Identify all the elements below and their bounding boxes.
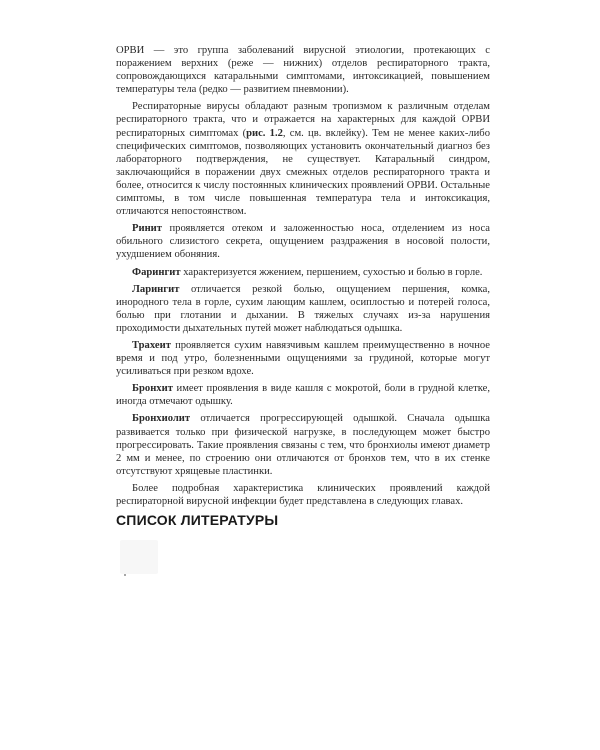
paragraph-tracheitis xyxy=(116,339,490,378)
paragraph-more-details xyxy=(116,482,490,508)
section-heading-references: СПИСОК ЛИТЕРАТУРЫ xyxy=(116,512,279,528)
paragraph-rhinitis xyxy=(116,222,490,261)
paragraph-text: ОРВИ — это группа заболеваний вирусной этиологии, протекающих с поражением верхних (реже — нижних) отделов респираторного тракта, сопровождающихся катаральными симптомами, интоксикацией, повышением температуры тела (редко — развитием пневмонии). xyxy=(116,45,490,96)
paragraph-tropism xyxy=(116,100,490,218)
paragraph-text: имеет проявления в виде кашля с мокротой, боли в грудной клетке, иногда отмечают одышку. xyxy=(116,383,490,408)
term-rhinitis: Ринит xyxy=(132,223,162,235)
paragraph-bronchitis xyxy=(116,382,490,408)
figure-reference: рис. 1.2 xyxy=(246,127,283,139)
paragraph-pharyngitis xyxy=(116,266,490,279)
term-pharyngitis: Фарингит xyxy=(132,266,181,278)
term-tracheitis: Трахеит xyxy=(132,339,171,351)
paragraph-text: отличается резкой болью, ощущением першения, комка, инородного тела в горле, сухим лающим кашлем, осиплостью и потерей голоса, болью при глотании и дыхании. В тяжелых случаях из-за нарушения проходимости дыхательных путей может наблюдаться одышка. xyxy=(116,283,490,334)
term-laryngitis: Ларингит xyxy=(132,283,180,295)
paragraph-text: проявляется отеком и заложенностью носа, отделением из носа обильного слизистого секрета, ощущением раздражения в носовой полости, ухудшением обоняния. xyxy=(116,223,490,261)
paragraph-text: характеризуется жжением, першением, сухостью и болью в горле. xyxy=(180,266,483,278)
body-text xyxy=(116,44,490,512)
term-bronchiolitis: Бронхиолит xyxy=(132,413,191,425)
scan-dot xyxy=(124,574,126,576)
paragraph-text-before: Респираторные вирусы обладают разным тропизмом к различным отделам респираторного тракта, что и отражается на характерных для каждой ОРВИ респираторных симптомах ( xyxy=(116,101,490,139)
term-bronchitis: Бронхит xyxy=(132,383,173,395)
paragraph-bronchiolitis xyxy=(116,412,490,477)
paragraph-text: Более подробная характеристика клинических проявлений каждой респираторной вирусной инфекции будет представлена в следующих главах. xyxy=(116,482,490,507)
paragraph-text: отличается прогрессирующей одышкой. Сначала одышка развивается только при физической нагрузке, в последующем может быстро прогрессировать. Такие проявления связаны с тем, что бронхиолы имеют диаметр 2 мм и менее, по строению они отличаются от бронхов тем, что в их стенке отсутствуют хрящевые пластинки. xyxy=(116,413,490,477)
paragraph-text: проявляется сухим навязчивым кашлем преимущественно в ночное время и под утро, болезненными ощущениями за грудиной, которые могут усиливаться при резком вдохе. xyxy=(116,339,490,378)
paragraph-laryngitis xyxy=(116,283,490,335)
paragraph-orvi-definition xyxy=(116,44,490,96)
paragraph-text-after: , см. цв. вклейку). Тем не менее каких-либо специфических симптомов, позволяющих установить окончательный диагноз без лабораторного подтверждения, не существует. Катаральный синдром, заключающийся в поражении двух смежных отделов респираторного тракта и более, относится к числу постоянных клинических проявлений ОРВИ. Остальные симптомы, в том числе повышенная температура тела и интоксикация, отличаются непостоянством. xyxy=(116,127,490,218)
faint-scan-artifact xyxy=(120,540,158,574)
